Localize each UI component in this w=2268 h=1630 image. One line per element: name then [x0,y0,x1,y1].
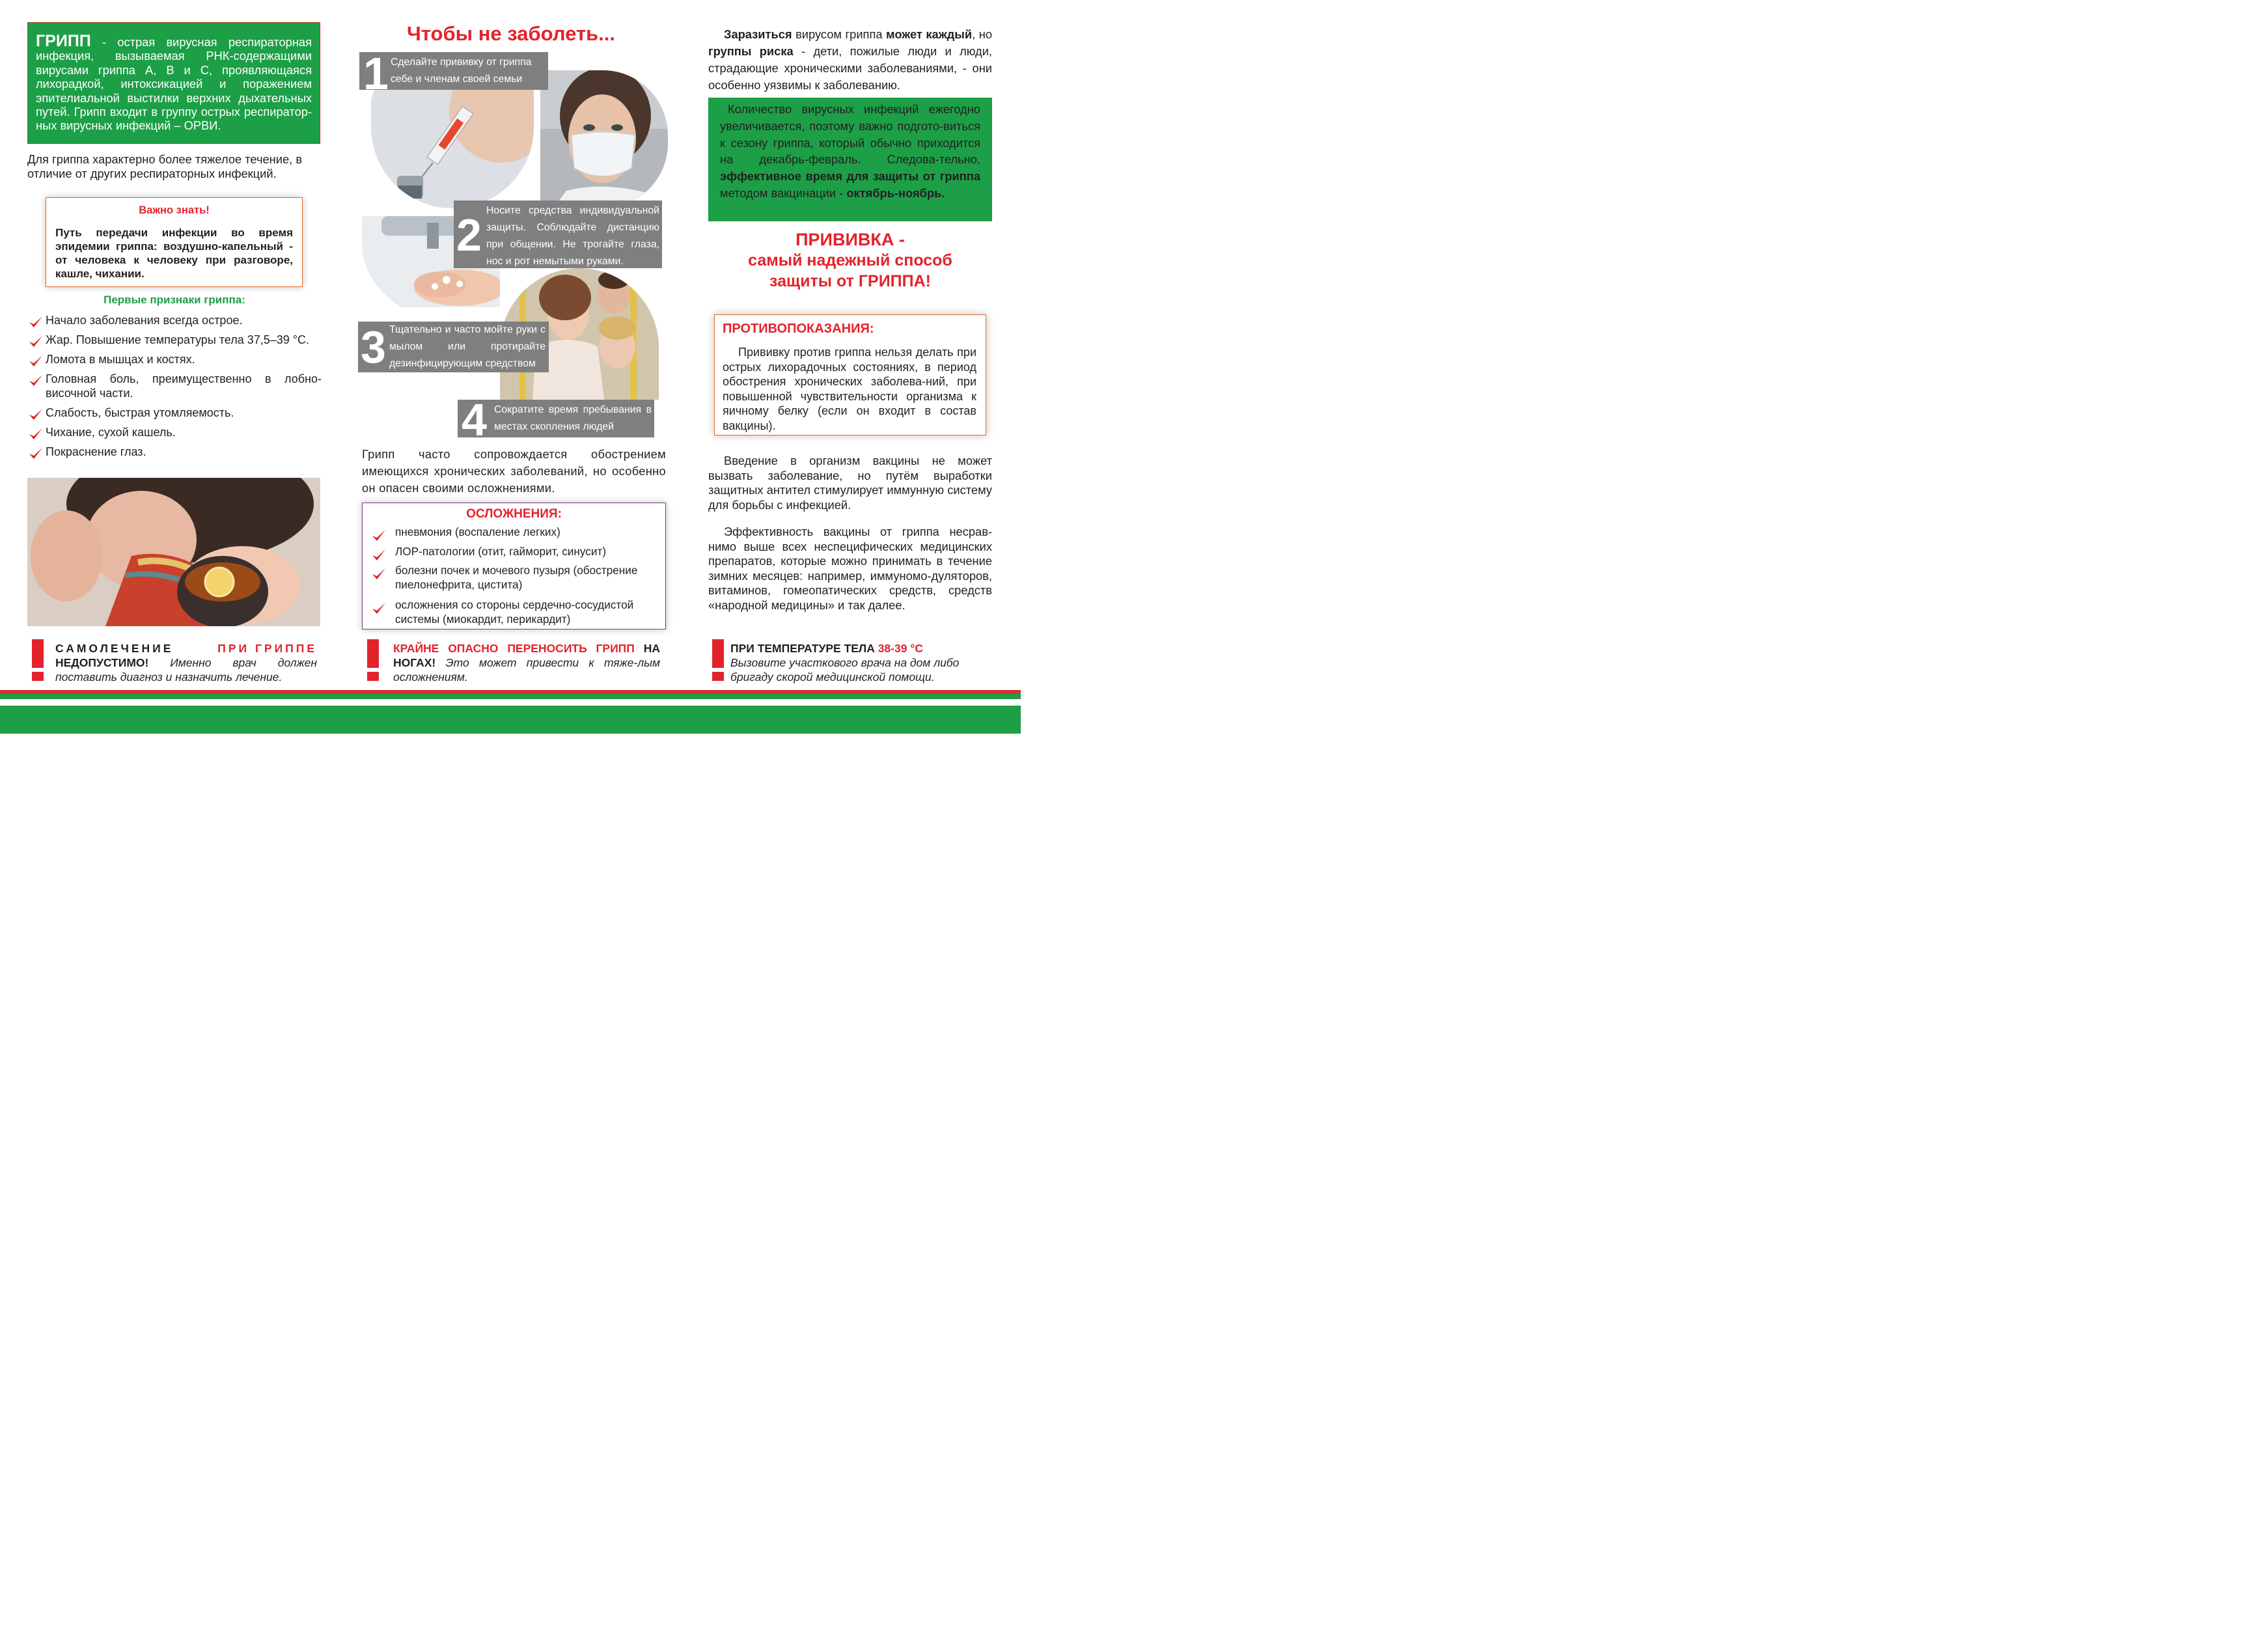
lead-text: Для гриппа характерно более тяжелое течение, в отличие от других респираторных инфекций. [27,152,303,180]
exclamation-icon [711,639,725,681]
mask-woman-photo [540,70,668,208]
checkmark-icon [29,355,43,368]
step-3-number: 3 [361,322,386,372]
signs-list [27,314,322,465]
step-2-text: Носите средства индивидуальной защиты. Соблюдайте дистанцию при общении. Не трогайте глаза, нос и рот немытыми руками. [486,205,659,267]
important-title: Важно знать! [139,204,210,216]
footer-stripe-white [0,699,1021,706]
exclamation-icon [366,639,380,681]
checkmark-icon [29,428,43,441]
exclamation-icon [31,639,45,681]
list-item: Ломота в мышцах и костях. [27,353,322,367]
important-text: Путь передачи инфекции во время эпидемии гриппа: воздушно-капельный - от человека к человеку при разговоре, кашле, чихании. [55,227,293,280]
checkmark-icon [29,447,43,460]
checkmark-icon [29,408,43,421]
step-3-text: Тщательно и часто мойте руки с мылом или протирайте дезинфицирующим средством [389,324,546,369]
checkmark-icon [372,549,386,562]
sick-woman-photo [27,478,320,626]
contraindications-box [714,314,986,435]
vaccine-safety-text: Введение в организм вакцины не может вызвать заболевание, но путём выработки защитных антител стимулирует иммунную систему для борьбы с инфекцией. [708,454,992,512]
checkmark-icon [29,374,43,387]
middle-text: Грипп часто сопровождается обострением имеющихся хронических заболеваний, но особенно он опасен своими осложнениями. [362,447,666,495]
important-box [46,197,303,287]
list-item: Покраснение глаз. [27,445,322,460]
risk-groups-text: Заразиться вирусом гриппа может каждый, но группы риска - дети, пожилые люди и люди, страдающие хроническими заболеваниями, - они особенно уязвимы к заболеванию. [708,27,993,92]
vaccination-line-2: самый надежный способ [748,251,952,269]
list-item: пневмония (воспаление легких) [370,525,658,540]
contraindications-title: ПРОТИВОПОКАЗАНИЯ: [723,322,874,336]
self-treatment-warning: САМОЛЕЧЕНИЕ ПРИ ГРИППЕ НЕДОПУСТИМО! Именно врач должен поставить диагноз и назначить лечение. [55,642,317,684]
step-2 [454,200,662,268]
step-4 [458,394,654,445]
signs-title: Первые признаки гриппа: [104,294,245,306]
step-4-number: 4 [462,394,487,445]
list-item: Слабость, быстрая утомляемость. [27,406,322,421]
checkmark-icon [372,568,386,581]
checkmark-icon [372,529,386,542]
contraindications-text: Прививку против гриппа нельзя делать при острых лихорадочных состояниях, в период обострения хронических заболева-ний, при повышенной чувствительности организма к яичному белку (если он входит в состав вакцины). [723,346,976,432]
on-feet-warning: КРАЙНЕ ОПАСНО ПЕРЕНОСИТЬ ГРИПП НА НОГАХ! Это может привести к тяже-лым осложнениям. [393,642,660,684]
syringe-illustration [371,85,534,208]
list-item: Чихание, сухой кашель. [27,426,322,440]
list-item: болезни почек и мочевого пузыря (обострение пиелонефрита, цистита) [370,564,658,592]
complications-title: ОСЛОЖНЕНИЯ: [466,507,562,521]
list-item: ЛОР-патологии (отит, гайморит, синусит) [370,545,658,559]
list-item: Начало заболевания всегда острое. [27,314,322,328]
vaccination-line-1: ПРИВИВКА - [795,230,905,249]
step-1-text: Сделайте прививку от гриппа себе и членам своей семьи [391,57,532,85]
step-4-text: Сократите время пребывания в местах скопления людей [494,404,652,432]
footer-stripe-green [0,694,1021,699]
vaccine-efficiency-text: Эффективность вакцины от гриппа несрав-нимо выше всех неспецифических медицинских препаратов, которые можно принимать в течение зимних месяцев: например, иммуномо-дуляторов, витаминов, гомеопатических средств, средств «народной медицины» и так далее. [708,525,992,612]
step-1 [359,48,548,99]
step-3 [358,322,549,372]
complications-list [370,525,658,633]
definition-box [27,22,320,144]
definition-text: - острая вирусная респираторная инфекция, вызываемая РНК-содержащими вирусами гриппа А, В и С, проявляющаяся лихорадкой, интоксикацией и поражением эпителиальной выстилки верхних дыхательных путей. Грипп входит в группу острых респиратор-ных вирусных инфекций – ОРВИ. [36,35,312,133]
syringe-photo [371,85,534,208]
checkmark-icon [29,316,43,329]
mask-woman-illustration [540,70,668,208]
step-1-number: 1 [363,48,389,99]
vaccination-slogan [708,229,992,292]
list-item: Головная боль, преимущественно в лобно-височной части. [27,372,322,400]
list-item: осложнения со стороны сердечно-сосудистой системы (миокардит, перикардит) [370,598,658,626]
temperature-warning: ПРИ ТЕМПЕРАТУРЕ ТЕЛА 38-39 °С Вызовите участкового врача на дом либо бригаду скорой медицинской помощи. [730,642,960,684]
list-item: Жар. Повышение температуры тела 37,5–39 °С. [27,333,322,348]
sick-woman-illustration [27,478,320,626]
complications-box [362,503,666,629]
checkmark-icon [372,602,386,615]
checkmark-icon [29,335,43,348]
step-2-number: 2 [456,210,482,260]
middle-title: Чтобы не заболеть... [406,22,616,45]
vaccination-line-3: защиты от ГРИППА! [769,272,931,290]
footer-band-green [0,706,1021,734]
season-box: Количество вирусных инфекций ежегодно увеличивается, поэтому важно подгото-виться к сезону гриппа, который обычно приходится на декабрь-февраль. Следова-тельно, эффективное время для защиты от гриппа методом вакцинации - октябрь-ноябрь. [708,98,992,221]
definition-word: ГРИПП [36,32,91,50]
